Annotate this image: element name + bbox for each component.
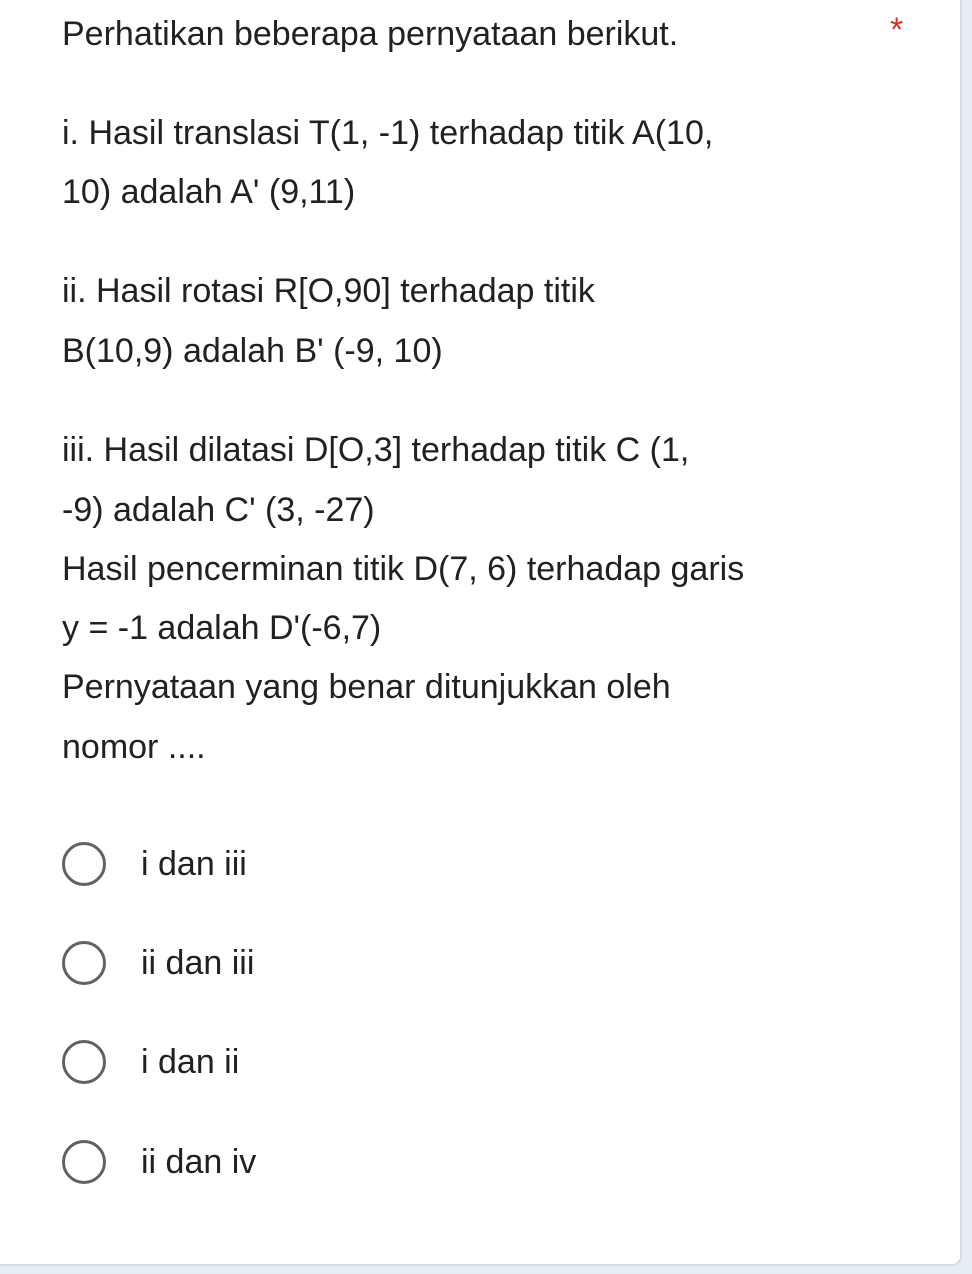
question-intro: Perhatikan beberapa pernyataan berikut. (62, 15, 679, 53)
statement-i-line-2: 10) adalah A' (9,11) (62, 173, 356, 211)
option-2[interactable] (62, 941, 462, 991)
option-1[interactable] (62, 842, 462, 892)
radio-button-icon[interactable] (62, 941, 106, 985)
radio-button-icon[interactable] (62, 1040, 106, 1084)
statement-iii-line-2: -9) adalah C' (3, -27) (62, 491, 375, 529)
option-4[interactable] (62, 1140, 462, 1190)
statement-ii-line-1: ii. Hasil rotasi R[O,90] terhadap titik (62, 272, 595, 310)
statement-iv-line-1: Hasil pencerminan titik D(7, 6) terhadap garis (62, 550, 745, 588)
statement-ii-line-2: B(10,9) adalah B' (-9, 10) (62, 332, 443, 370)
required-asterisk: * (890, 11, 904, 49)
option-label: ii dan iv (141, 1143, 257, 1181)
statement-iv-line-2: y = -1 adalah D'(-6,7) (62, 609, 382, 647)
option-label: i dan ii (141, 1043, 240, 1081)
option-3[interactable] (62, 1040, 462, 1090)
option-label: ii dan iii (141, 944, 255, 982)
question-prompt-line-2: nomor .... (62, 728, 206, 766)
option-label: i dan iii (141, 845, 247, 883)
question-prompt-line-1: Pernyataan yang benar ditunjukkan oleh (62, 668, 671, 706)
radio-button-icon[interactable] (62, 1140, 106, 1184)
statement-i-line-1: i. Hasil translasi T(1, -1) terhadap titik A(10, (62, 114, 714, 152)
statement-iii-line-1: iii. Hasil dilatasi D[O,3] terhadap titik C (1, (62, 431, 690, 469)
radio-button-icon[interactable] (62, 842, 106, 886)
